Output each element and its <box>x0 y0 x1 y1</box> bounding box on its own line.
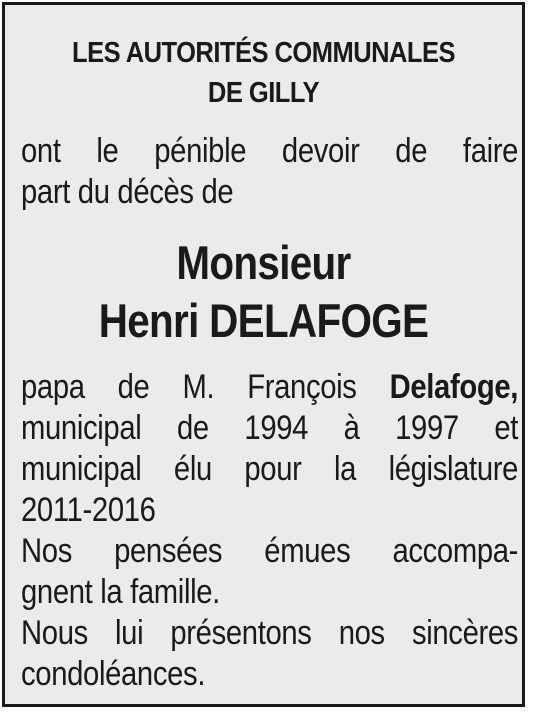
death-notice <box>2 2 525 707</box>
deceased-name: Henri DELAFOGE <box>98 294 429 347</box>
details-line-8: condoléances. <box>21 655 206 693</box>
intro-line-2: part du décès de <box>21 173 234 211</box>
header-line-2: DE GILLY <box>207 77 320 109</box>
details-line-1-prefix: papa de M. François <box>21 368 390 406</box>
details-line-3: municipal élu pour la législature <box>21 450 519 488</box>
son-surname: Delafoge, <box>389 368 519 406</box>
details-text <box>21 367 518 695</box>
details-line-5: Nos pensées émues accompa- <box>21 532 519 570</box>
header-line-1: LES AUTORITÉS COMMUNALES <box>72 37 455 69</box>
deceased-title: Monsieur <box>176 236 351 289</box>
details-line-4: 2011-2016 <box>21 491 156 529</box>
deceased-name-block <box>41 234 486 350</box>
intro-text <box>21 131 518 213</box>
details-line-1 <box>21 367 518 408</box>
details-line-6: gnent la famille. <box>21 573 220 611</box>
details-line-7: Nous lui présentons nos sincères <box>21 614 519 652</box>
notice-header <box>36 33 491 113</box>
details-line-2: municipal de 1994 à 1997 et <box>21 409 519 447</box>
intro-line-1: ont le pénible devoir de faire <box>21 132 519 170</box>
